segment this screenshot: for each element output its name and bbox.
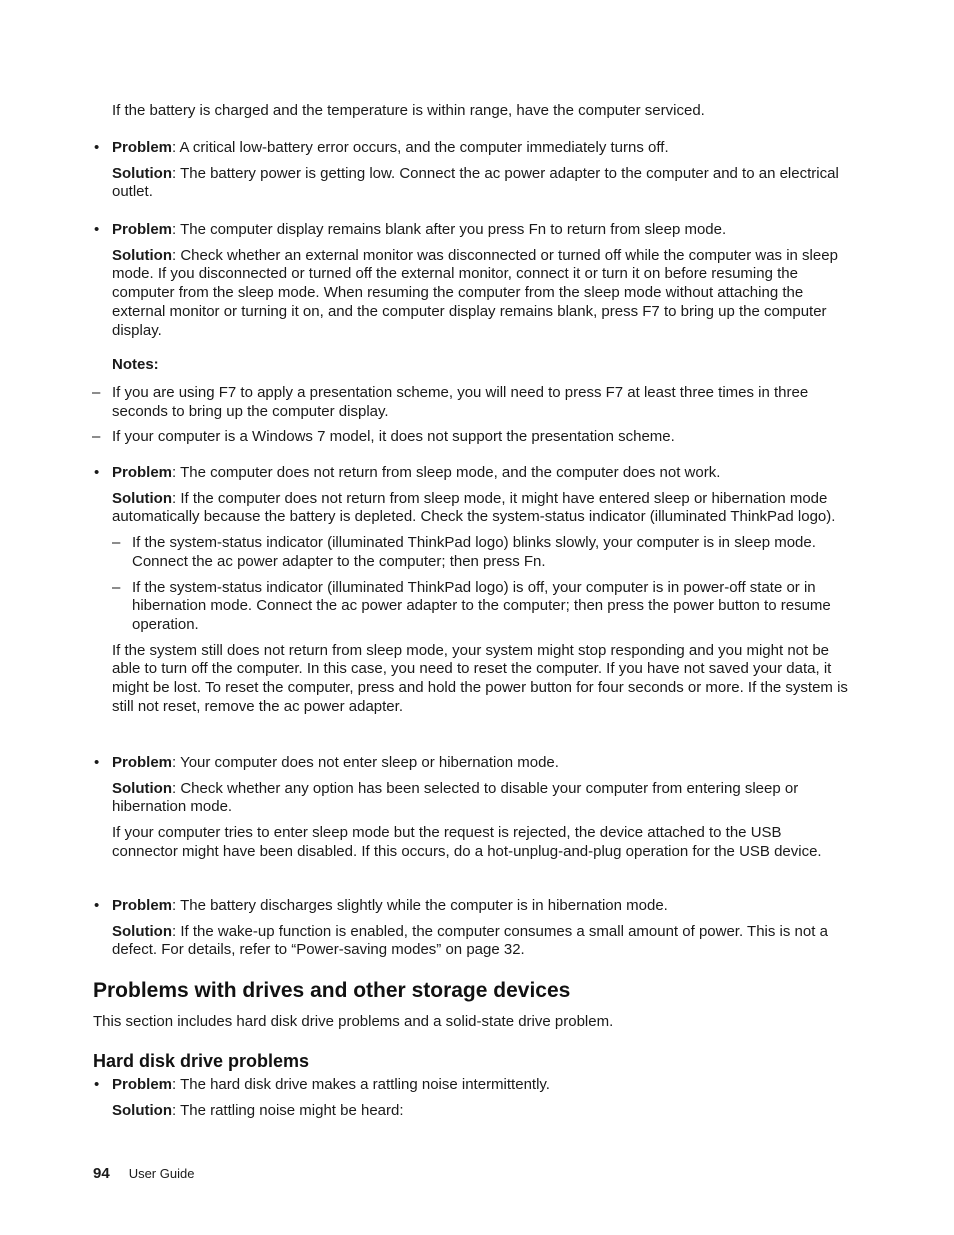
extra-paragraph: If your computer tries to enter sleep mode but the request is rejected, the device attached to the USB connector might have been disabled. If this occurs, do a hot-unplug-and-plug operation for the USB device. bbox=[112, 824, 822, 860]
problem-line bbox=[112, 1076, 849, 1095]
list-item bbox=[94, 139, 849, 202]
bullet: • bbox=[94, 754, 100, 771]
solution-text: : Check whether any option has been selected to disable your computer from entering sleep or hibernation mode. bbox=[112, 779, 799, 816]
list-item bbox=[94, 464, 849, 716]
solution-label: Solution bbox=[112, 246, 172, 264]
page-footer bbox=[93, 1165, 194, 1184]
footer-guide-title: User Guide bbox=[128, 1166, 195, 1181]
problem-line bbox=[112, 464, 849, 483]
problem-text: : The computer does not return from sleep mode, and the computer does not work. bbox=[172, 464, 721, 481]
solution-line bbox=[112, 165, 849, 202]
bullet: • bbox=[94, 139, 100, 156]
problem-label: Problem bbox=[112, 897, 173, 914]
problem-line bbox=[112, 139, 849, 158]
note-item: – If your computer is a Windows 7 model, it does not support the presentation scheme. bbox=[92, 428, 675, 446]
solution-label: Solution bbox=[112, 1101, 172, 1119]
solution-text: : The rattling noise might be heard: bbox=[172, 1101, 404, 1119]
list-item bbox=[94, 754, 849, 862]
bullet: • bbox=[94, 897, 100, 914]
extra-paragraph: If the system still does not return from sleep mode, your system might stop responding and you might not be able to turn off the computer. In this case, you need to reset the computer. If you have not saved your data, it might be lost. To reset the computer, press and hold the power button for four seconds or more. If the system is still not reset, remove the ac power adapter. bbox=[112, 641, 848, 715]
problem-line bbox=[112, 897, 849, 916]
problem-label: Problem bbox=[112, 221, 173, 238]
notes-label: Notes: bbox=[112, 356, 159, 374]
dash-mark: – bbox=[92, 383, 101, 401]
problem-label: Problem bbox=[112, 464, 173, 481]
section-intro: This section includes hard disk drive problems and a solid-state drive problem. bbox=[93, 1013, 614, 1030]
bullet: • bbox=[94, 464, 100, 481]
solution-text: : If the wake-up function is enabled, the computer consumes a small amount of power. This is not a defect. For details, refer to “Power-saving modes” on page 32. bbox=[112, 922, 828, 959]
page-number: 94 bbox=[93, 1165, 110, 1182]
subsection-heading: Hard disk drive problems bbox=[93, 1051, 310, 1071]
solution-line bbox=[112, 490, 849, 527]
problem-label: Problem bbox=[112, 754, 173, 771]
solution-line bbox=[112, 247, 849, 341]
list-item bbox=[94, 221, 849, 447]
problem-label: Problem bbox=[112, 1076, 173, 1093]
problem-label: Problem bbox=[112, 139, 173, 156]
sub-item: – If the system-status indicator (illuminated ThinkPad logo) blinks slowly, your computer is in sleep mode. Connect the ac power adapter to the computer; then press Fn. bbox=[112, 534, 816, 570]
problem-text: : A critical low-battery error occurs, and the computer immediately turns off. bbox=[172, 139, 669, 156]
solution-line bbox=[112, 923, 849, 960]
problem-line bbox=[112, 221, 849, 240]
list-item bbox=[94, 1076, 849, 1120]
problem-line bbox=[112, 754, 849, 773]
problem-text: : The hard disk drive makes a rattling noise intermittently. bbox=[172, 1076, 550, 1093]
problem-text: : Your computer does not enter sleep or hibernation mode. bbox=[172, 754, 559, 771]
solution-text: : Check whether an external monitor was disconnected or turned off while the computer was in sleep mode. If you disconnected or turned off the external monitor, connect it or turn it on before resuming the computer from the sleep mode. When resuming the computer from the sleep mode without attaching the external monitor or turning it on, and the computer display remains blank, press F7 to bring up the computer display. bbox=[112, 246, 838, 339]
problem-text: : The battery discharges slightly while the computer is in hibernation mode. bbox=[172, 897, 668, 914]
dash-mark: – bbox=[112, 578, 121, 596]
solution-label: Solution bbox=[112, 779, 172, 797]
solution-text: : The battery power is getting low. Connect the ac power adapter to the computer and to an electrical outlet. bbox=[112, 164, 839, 201]
bullet: • bbox=[94, 1076, 100, 1093]
solution-line bbox=[112, 780, 849, 817]
sub-item: – If the system-status indicator (illuminated ThinkPad logo) is off, your computer is in power-off state or in hibernation mode. Connect the ac power adapter to the computer; then press the power button to resume operation. bbox=[112, 578, 831, 633]
section-heading: Problems with drives and other storage devices bbox=[93, 979, 571, 1002]
solution-line bbox=[112, 1102, 849, 1121]
dash-mark: – bbox=[92, 428, 101, 446]
note-item: – If you are using F7 to apply a presentation scheme, you will need to press F7 at least three times in three seconds to bring up the computer display. bbox=[92, 383, 809, 420]
dash-mark: – bbox=[112, 534, 121, 552]
solution-label: Solution bbox=[112, 922, 172, 940]
list-item bbox=[94, 897, 849, 960]
bullet: • bbox=[94, 221, 100, 238]
solution-label: Solution bbox=[112, 164, 172, 182]
solution-label: Solution bbox=[112, 489, 172, 507]
intro-paragraph: If the battery is charged and the temperature is within range, have the computer serviced. bbox=[112, 102, 705, 119]
problem-text: : The computer display remains blank after you press Fn to return from sleep mode. bbox=[172, 221, 727, 238]
solution-text: : If the computer does not return from sleep mode, it might have entered sleep or hibernation mode automatically because the battery is depleted. Check the system-status indicator (illuminated ThinkPad logo). bbox=[112, 489, 836, 526]
